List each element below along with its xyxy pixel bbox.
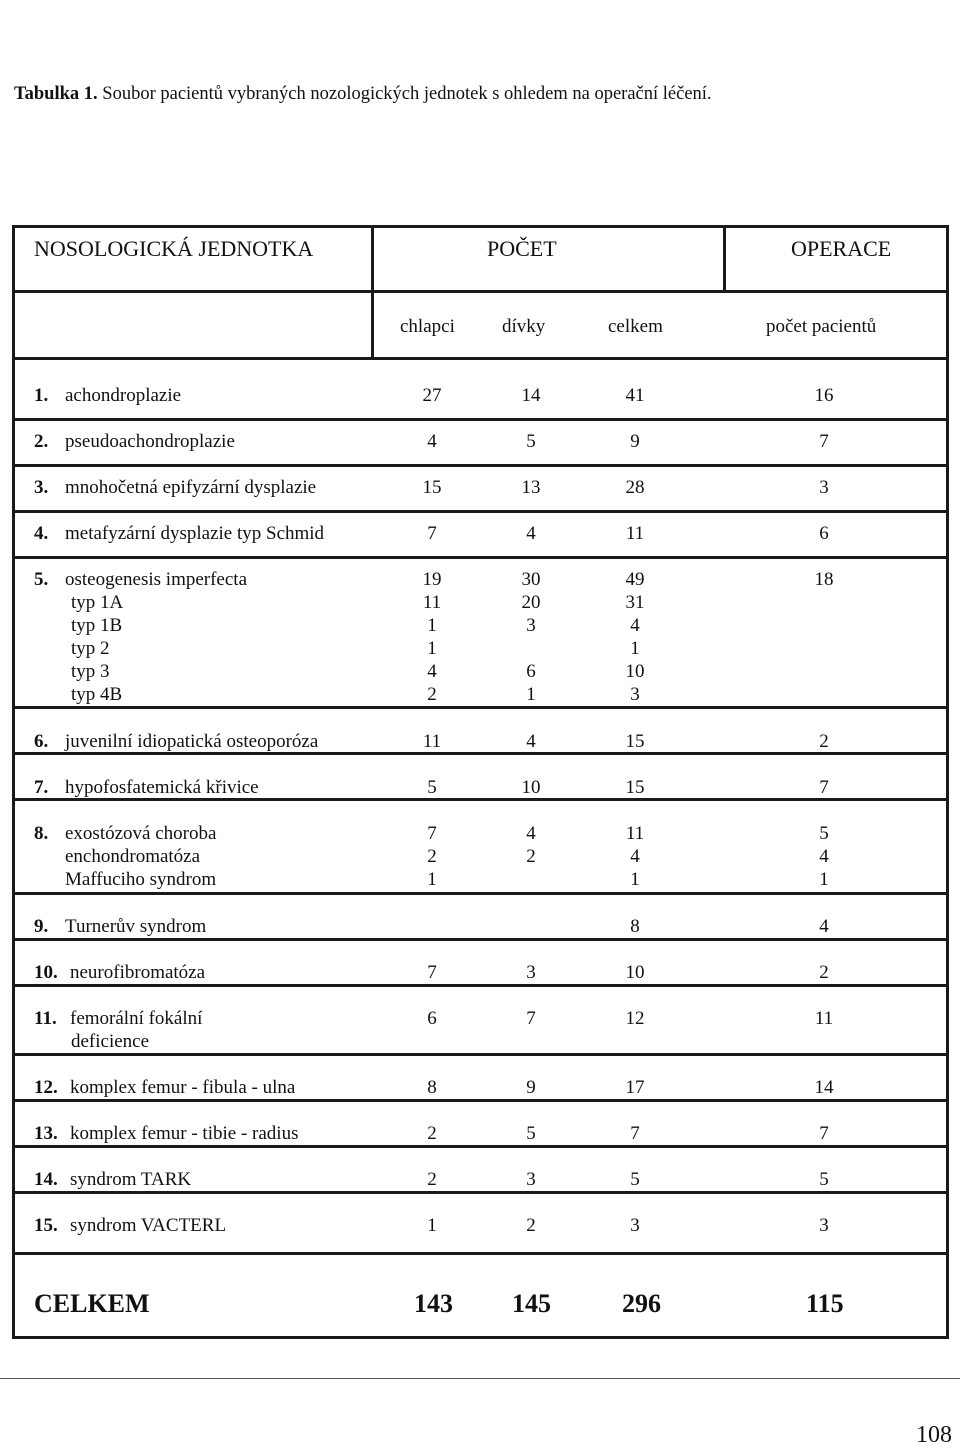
cell-total: 1 [630,869,640,890]
row-name: Turnerův syndrom [65,916,207,937]
row-name: mnohočetná epifyzární dysplazie [65,477,317,498]
cell-girls: 3 [526,615,536,636]
cell-boys: 7 [427,523,437,544]
row-number: 5. [34,569,49,590]
row-divider [15,556,946,559]
total-label: CELKEM [34,1289,150,1318]
cell-total: 41 [625,385,645,406]
cell-girls: 20 [521,592,541,613]
total-boys: 143 [414,1289,453,1318]
subheader-total: celkem [608,316,663,337]
cell-total: 12 [625,1008,645,1029]
total-girls: 145 [512,1289,551,1318]
row-name: typ 1B [71,615,123,636]
cell-girls: 4 [526,731,536,752]
total-patients: 115 [806,1289,844,1318]
cell-patients: 16 [814,385,834,406]
cell-boys: 1 [427,638,437,659]
cell-patients: 7 [819,777,829,798]
row-number: 11. [34,1008,57,1029]
header-operations: OPERACE [791,236,892,261]
row-name: Maffuciho syndrom [65,869,217,890]
row-name: pseudoachondroplazie [65,431,235,452]
cell-girls: 30 [521,569,541,590]
cell-boys: 4 [427,661,437,682]
cell-boys: 5 [427,777,437,798]
cell-boys: 2 [427,1123,437,1144]
row-divider [15,510,946,513]
cell-patients: 7 [819,1123,829,1144]
cell-boys: 19 [422,569,442,590]
row-name: neurofibromatóza [70,962,206,983]
cell-patients: 18 [814,569,834,590]
row-divider [15,464,946,467]
row-name: enchondromatóza [65,846,201,867]
cell-boys: 7 [427,962,437,983]
cell-boys: 15 [422,477,442,498]
cell-boys: 1 [427,615,437,636]
cell-total: 49 [625,569,645,590]
divider-total [15,1252,946,1255]
cell-girls: 3 [526,1169,536,1190]
row-name: typ 1A [71,592,124,613]
cell-total: 10 [625,962,645,983]
divider-v-right [723,228,726,292]
cell-girls: 5 [526,1123,536,1144]
cell-total: 10 [625,661,645,682]
row-number: 10. [34,962,58,983]
row-name: osteogenesis imperfecta [65,569,248,590]
cell-boys: 2 [427,1169,437,1190]
cell-boys: 11 [422,592,442,613]
divider-header [15,290,946,293]
row-number: 12. [34,1077,58,1098]
row-number: 6. [34,731,49,752]
cell-boys: 27 [422,385,442,406]
cell-boys: 11 [422,731,442,752]
cell-total: 5 [630,1169,640,1190]
table-caption [14,84,712,105]
row-number: 4. [34,523,49,544]
cell-boys: 4 [427,431,437,452]
cell-girls: 2 [526,1215,536,1236]
row-divider [15,706,946,709]
row-number: 8. [34,823,49,844]
footer-rule [0,1378,960,1379]
cell-total: 3 [630,684,640,705]
cell-girls: 3 [526,962,536,983]
cell-girls: 4 [526,523,536,544]
cell-patients: 14 [814,1077,834,1098]
divider-subheader [15,357,946,360]
cell-total: 4 [630,615,640,636]
cell-boys: 1 [427,1215,437,1236]
cell-total: 8 [630,916,640,937]
row-divider [15,938,946,941]
cell-patients: 5 [819,823,829,844]
cell-total: 11 [625,823,645,844]
header-unit: NOSOLOGICKÁ JEDNOTKA [34,236,314,261]
cell-girls: 4 [526,823,536,844]
row-name: syndrom VACTERL [70,1215,227,1236]
row-name: komplex femur - fibula - ulna [70,1077,296,1098]
cell-girls: 5 [526,431,536,452]
cell-girls: 7 [526,1008,536,1029]
row-divider [15,1099,946,1102]
cell-patients: 11 [814,1008,834,1029]
row-number: 13. [34,1123,58,1144]
patients-table [12,225,949,1339]
row-number: 1. [34,385,49,406]
cell-boys: 8 [427,1077,437,1098]
row-name: exostózová choroba [65,823,217,844]
row-number: 15. [34,1215,58,1236]
row-number: 9. [34,916,49,937]
cell-patients: 2 [819,731,829,752]
row-name: typ 2 [71,638,110,659]
cell-patients: 6 [819,523,829,544]
cell-boys: 2 [427,684,437,705]
cell-girls: 9 [526,1077,536,1098]
total-all: 296 [622,1289,661,1318]
row-divider [15,1145,946,1148]
divider-v-left [371,228,374,359]
cell-total: 1 [630,638,640,659]
cell-boys: 2 [427,846,437,867]
row-number: 3. [34,477,49,498]
row-number: 2. [34,431,49,452]
cell-girls: 1 [526,684,536,705]
cell-patients: 1 [819,869,829,890]
cell-total: 3 [630,1215,640,1236]
subheader-patients: počet pacientů [766,316,877,337]
cell-patients: 3 [819,1215,829,1236]
cell-patients: 2 [819,962,829,983]
caption-label: Tabulka 1. [14,84,98,104]
row-divider [15,892,946,895]
row-name: syndrom TARK [70,1169,192,1190]
cell-total: 15 [625,731,645,752]
cell-total: 7 [630,1123,640,1144]
cell-boys: 1 [427,869,437,890]
row-name: typ 3 [71,661,110,682]
row-number: 14. [34,1169,58,1190]
cell-girls: 6 [526,661,536,682]
cell-boys: 7 [427,823,437,844]
row-name: achondroplazie [65,385,182,406]
cell-patients: 4 [819,846,829,867]
row-divider [15,984,946,987]
row-name: metafyzární dysplazie typ Schmid [65,523,325,544]
cell-total: 9 [630,431,640,452]
cell-total: 4 [630,846,640,867]
cell-girls: 10 [521,777,541,798]
cell-total: 15 [625,777,645,798]
cell-total: 31 [625,592,645,613]
cell-patients: 7 [819,431,829,452]
row-divider [15,1191,946,1194]
subheader-girls: dívky [502,316,546,337]
header-count: POČET [487,236,557,261]
row-name: juvenilní idiopatická osteoporóza [65,731,319,752]
cell-girls: 14 [521,385,541,406]
row-name: komplex femur - tibie - radius [70,1123,299,1144]
subheader-boys: chlapci [400,316,455,337]
cell-total: 17 [625,1077,645,1098]
cell-patients: 5 [819,1169,829,1190]
row-name: femorální fokální [70,1008,203,1029]
row-divider [15,418,946,421]
cell-total: 11 [625,523,645,544]
cell-patients: 4 [819,916,829,937]
caption-text: Soubor pacientů vybraných nozologických jednotek s ohledem na operační léčení. [97,84,712,104]
cell-total: 28 [625,477,645,498]
page-number: 108 [916,1422,952,1448]
row-number: 7. [34,777,49,798]
cell-girls: 2 [526,846,536,867]
row-divider [15,1053,946,1056]
cell-boys: 6 [427,1008,437,1029]
row-name: typ 4B [71,684,123,705]
row-name: hypofosfatemická křivice [65,777,259,798]
row-name: deficience [71,1031,150,1052]
cell-patients: 3 [819,477,829,498]
cell-girls: 13 [521,477,541,498]
